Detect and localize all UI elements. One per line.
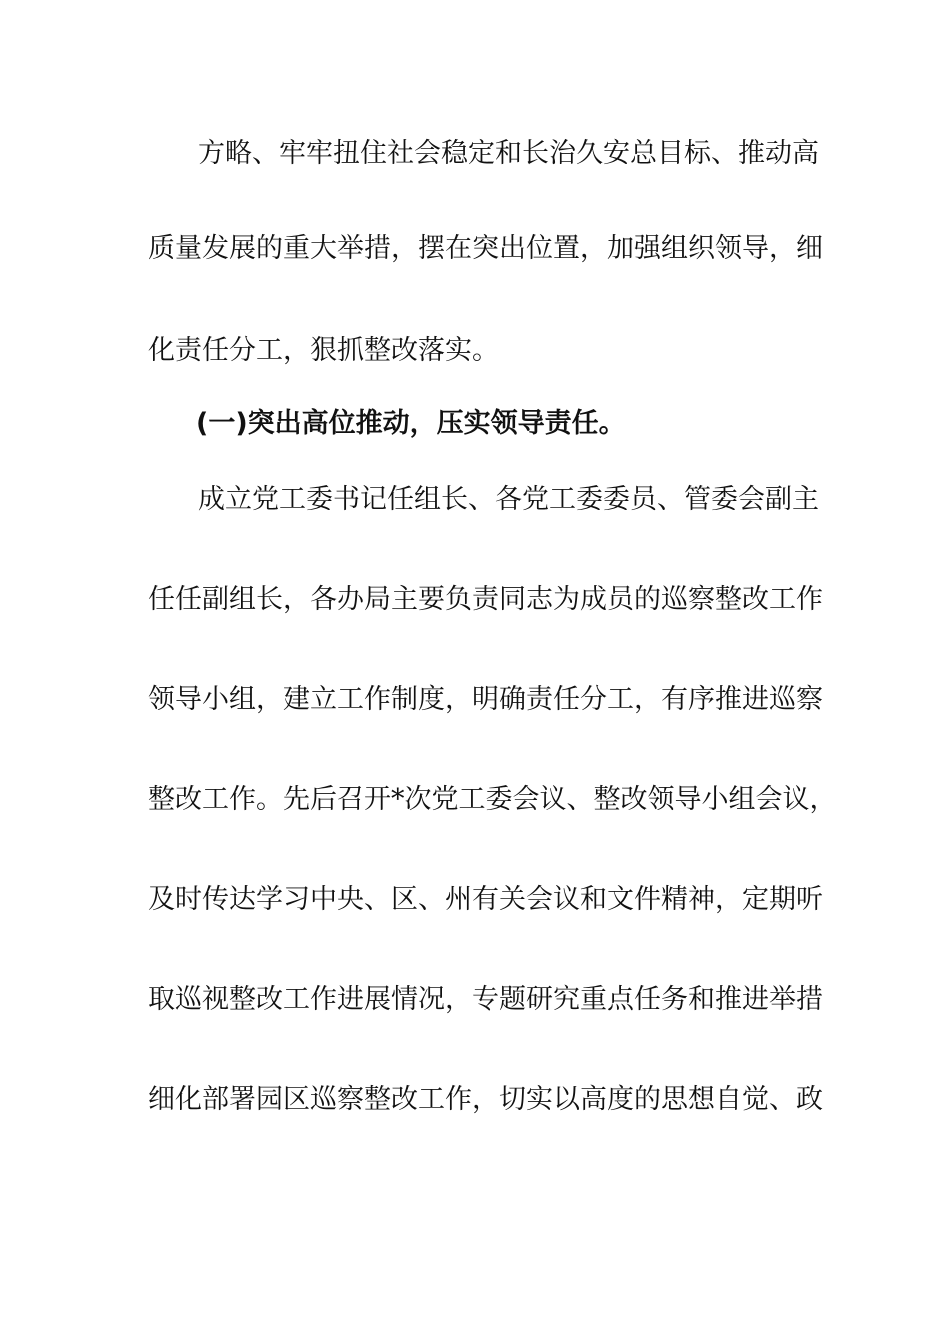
paragraph-line: 任任副组长，各办局主要负责同志为成员的巡察整改工作: [148, 584, 823, 615]
paragraph-line: 成立党工委书记任组长、各党工委委员、管委会副主: [198, 484, 819, 515]
paragraph-line: 领导小组，建立工作制度，明确责任分工，有序推进巡察: [148, 684, 823, 715]
paragraph-line: 细化部署园区巡察整改工作，切实以高度的思想自觉、政: [148, 1084, 823, 1115]
section-heading: (一)突出高位推动，压实领导责任。: [196, 408, 626, 439]
paragraph-line: 方略、牢牢扭住社会稳定和长治久安总目标、推动高: [198, 138, 819, 169]
paragraph-line: 质量发展的重大举措，摆在突出位置，加强组织领导，细: [148, 233, 823, 264]
paragraph-line: 及时传达学习中央、区、州有关会议和文件精神，定期听: [148, 884, 823, 915]
paragraph-line: 取巡视整改工作进展情况，专题研究重点任务和推进举措: [148, 984, 823, 1015]
paragraph-line: 化责任分工，狠抓整改落实。: [148, 335, 499, 366]
paragraph-line: 整改工作。先后召开*次党工委会议、整改领导小组会议，: [148, 784, 837, 815]
